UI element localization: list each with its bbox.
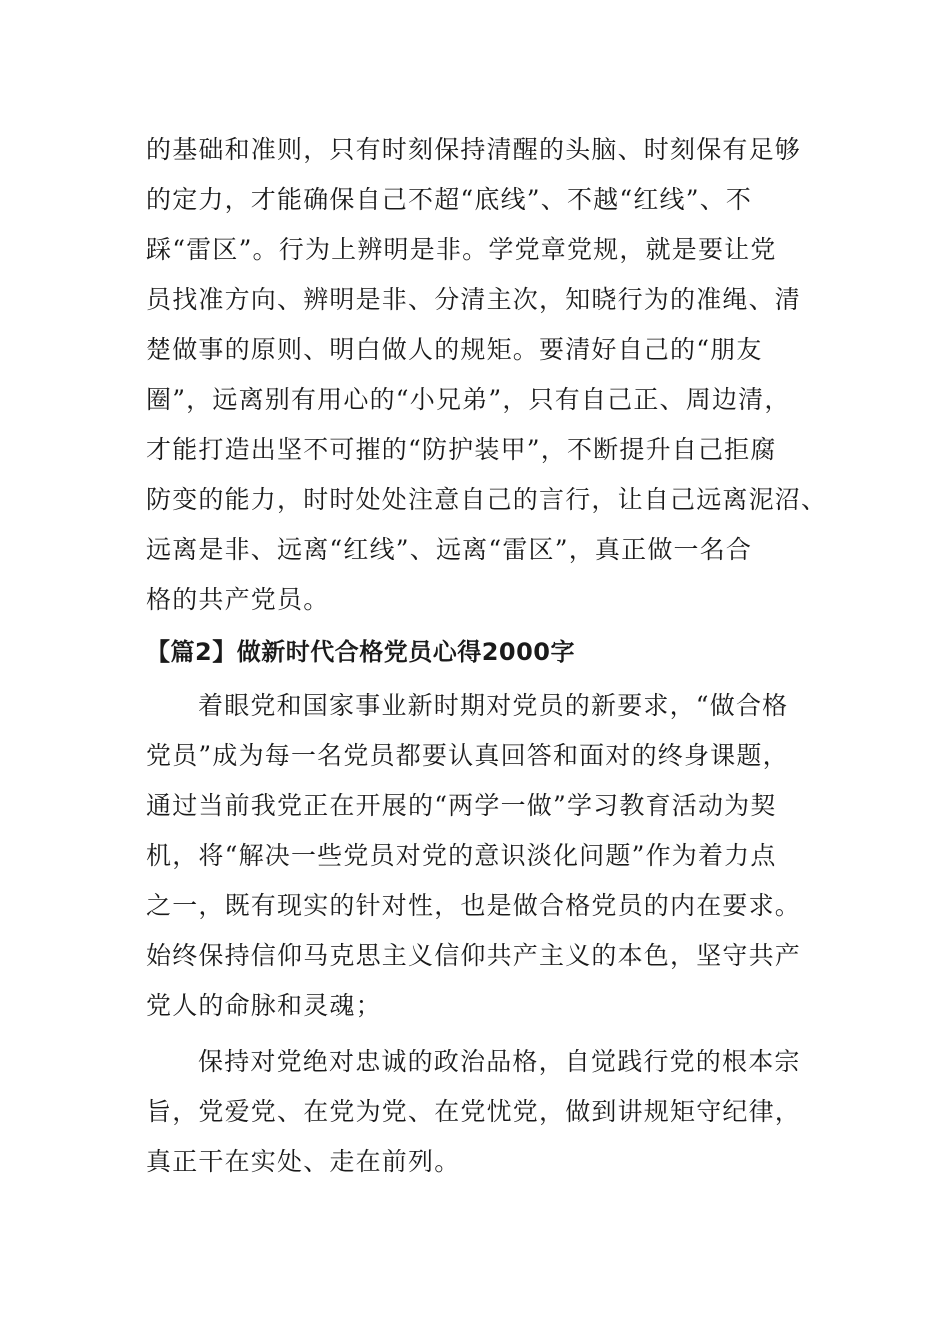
text-line: 之一，既有现实的针对性，也是做合格党员的内在要求。 (146, 891, 802, 920)
text-line: 始终保持信仰马克思主义信仰共产主义的本色，坚守共产 (146, 941, 802, 970)
text-line: 通过当前我党正在开展的“两学一做”学习教育活动为契 (146, 791, 777, 820)
text-line: 的定力，才能确保自己不超“底线”、不越“红线”、不 (146, 185, 753, 214)
text-line: 楚做事的原则、明白做人的规矩。要清好自己的“朋友 (146, 335, 763, 364)
text-line: 党员”成为每一名党员都要认真回答和面对的终身课题， (146, 741, 789, 770)
text-line: 圈”，远离别有用心的“小兄弟”，只有自己正、周边清， (146, 385, 791, 414)
text-line: 的基础和准则，只有时刻保持清醒的头脑、时刻保有足够 (146, 135, 802, 164)
text-line: 才能打造出坚不可摧的“防护装甲”，不断提升自己拒腐 (146, 435, 777, 464)
text-line: 旨，党爱党、在党为党、在党忧党，做到讲规矩守纪律， (146, 1097, 802, 1126)
text-line: 远离是非、远离“红线”、远离“雷区”，真正做一名合 (146, 535, 753, 564)
text-line: 保持对党绝对忠诚的政治品格，自觉践行党的根本宗 (198, 1047, 801, 1076)
section-heading: 【篇2】做新时代合格党员心得2000字 (146, 638, 575, 666)
text-line: 员找准方向、辨明是非、分清主次，知晓行为的准绳、清 (146, 285, 802, 314)
document-body (146, 125, 828, 1187)
paragraph-2 (146, 681, 806, 1031)
paragraph-3 (146, 1037, 806, 1187)
text-line: 真正干在实处、走在前列。 (146, 1147, 461, 1176)
text-line: 机，将“解决一些党员对党的意识淡化问题”作为着力点 (146, 841, 777, 870)
text-line: 防变的能力，时时处处注意自己的言行，让自己远离泥沼、 (146, 485, 828, 514)
text-line: 格的共产党员。 (146, 585, 330, 614)
text-line: 踩“雷区”。行为上辨明是非。学党章党规，就是要让党 (146, 235, 777, 264)
paragraph-1 (146, 125, 828, 625)
text-line: 着眼党和国家事业新时期对党员的新要求，“做合格 (198, 691, 789, 720)
text-line: 党人的命脉和灵魂； (146, 991, 382, 1020)
